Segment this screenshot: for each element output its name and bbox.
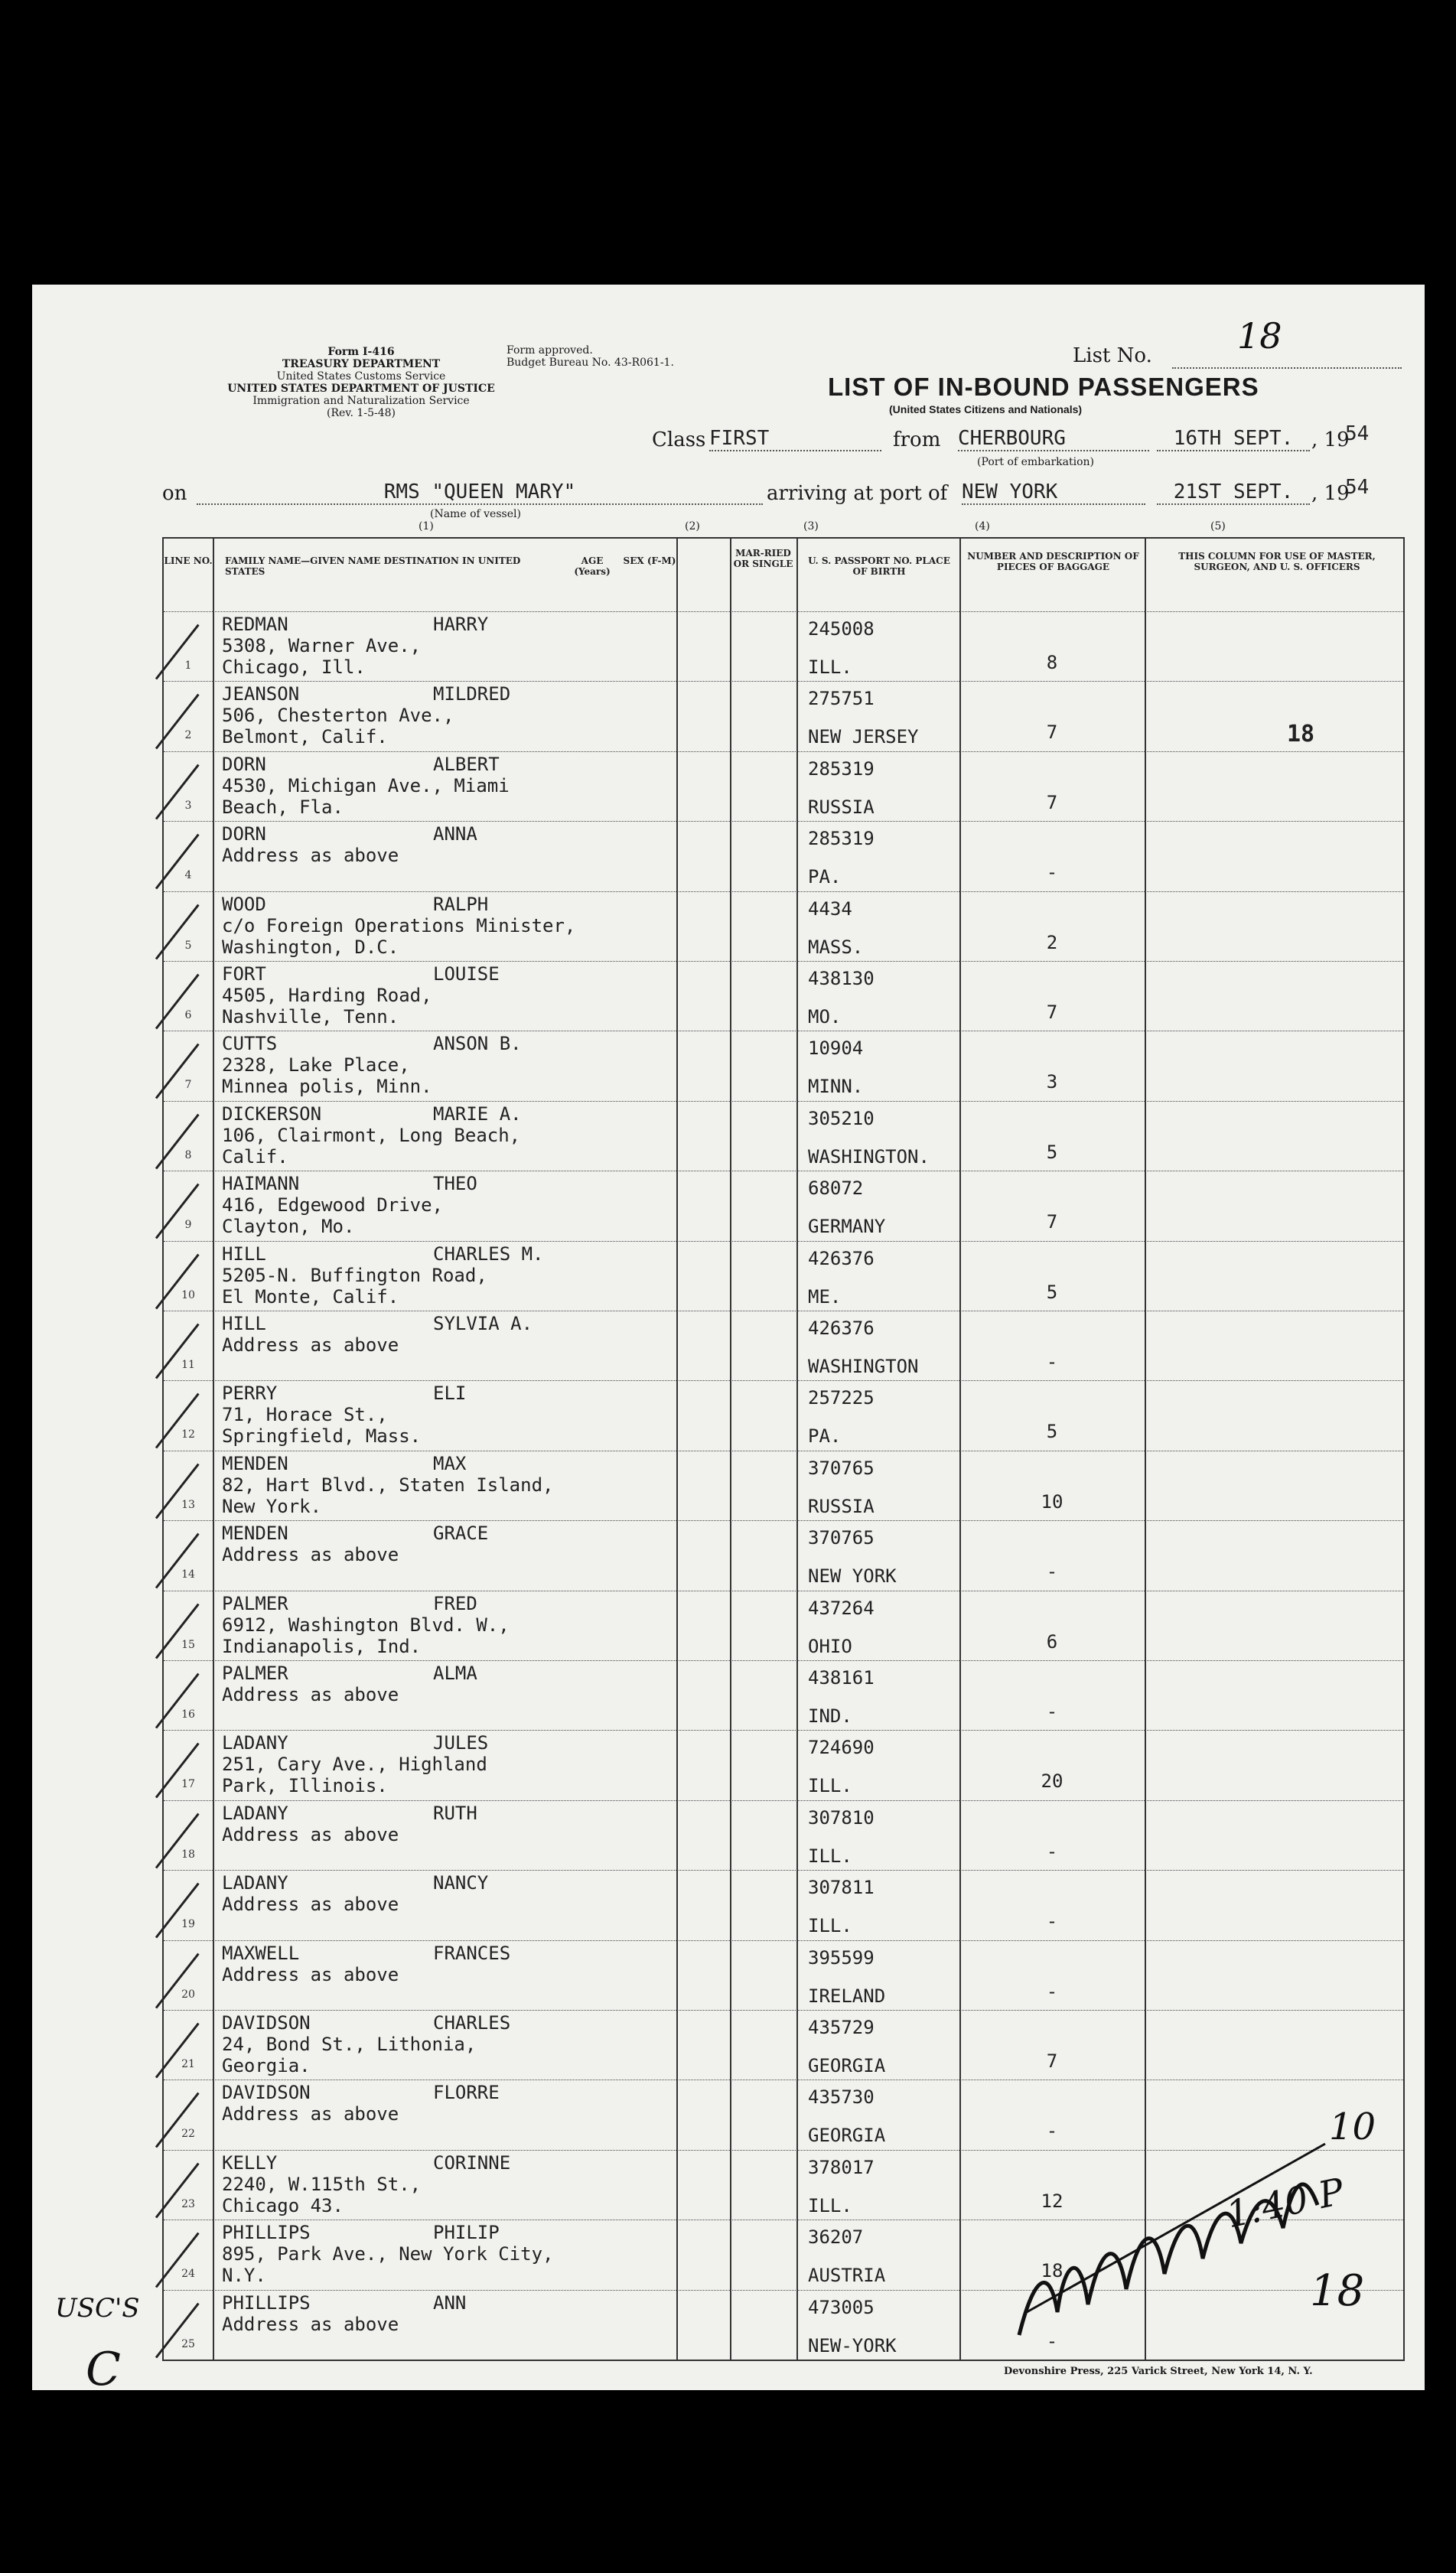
passport-number: 285319 xyxy=(808,828,875,850)
baggage-count: - xyxy=(1046,1980,1058,2002)
family-name: LADANY xyxy=(222,1872,288,1894)
family-name: HILL xyxy=(222,1243,266,1265)
address-line-1: 82, Hart Blvd., Staten Island, xyxy=(222,1474,554,1496)
table-row xyxy=(164,751,1403,822)
line-number: 19 xyxy=(181,1918,195,1931)
line-number: 4 xyxy=(184,869,192,882)
given-name: ANN xyxy=(433,2291,467,2314)
passport-number: 370765 xyxy=(808,1527,875,1549)
header-officers: THIS COLUMN FOR USE OF MASTER, SURGEON, AND U. S. OFFICERS xyxy=(1178,551,1376,572)
form-approved-text: Form approved. xyxy=(507,344,593,357)
from-year: 54 xyxy=(1345,422,1370,445)
passport-number: 370765 xyxy=(808,1457,875,1479)
given-name: RALPH xyxy=(433,893,489,915)
table-row xyxy=(164,681,1403,751)
table-row xyxy=(164,1730,1403,1800)
passport-number: 437264 xyxy=(808,1597,875,1619)
arrival-year-prefix: , 19 xyxy=(1311,482,1350,505)
address-line-2: Springfield, Mass. xyxy=(222,1425,422,1448)
passport-number: 438130 xyxy=(808,968,875,989)
passport-number: 378017 xyxy=(808,2156,875,2178)
given-name: HARRY xyxy=(433,614,489,635)
passport-number: 426376 xyxy=(808,1317,875,1339)
address-line-2: Washington, D.C. xyxy=(222,936,399,958)
baggage-count: 7 xyxy=(1046,791,1058,813)
given-name: SYLVIA A. xyxy=(433,1313,533,1334)
address-line-2: Beach, Fla. xyxy=(222,796,344,818)
place-of-birth: OHIO xyxy=(808,1635,852,1657)
place-of-birth: ILL. xyxy=(808,1915,852,1937)
line-number: 18 xyxy=(181,1848,195,1861)
arrival-year: 54 xyxy=(1345,476,1370,499)
place-of-birth: WASHINGTON. xyxy=(808,1145,930,1168)
place-of-birth: ILL. xyxy=(808,2194,852,2216)
list-no-line xyxy=(1172,360,1402,369)
address-line-1: Address as above xyxy=(222,1823,399,1845)
place-of-birth: GERMANY xyxy=(808,1216,886,1238)
customs-service: United States Customs Service xyxy=(276,370,446,383)
family-name: DAVIDSON xyxy=(222,2012,311,2034)
address-line-2: Minnea polis, Minn. xyxy=(222,1076,432,1098)
family-name: KELLY xyxy=(222,2151,278,2174)
line-number: 23 xyxy=(181,2197,195,2210)
table-row xyxy=(164,1311,1403,1381)
treasury-department: TREASURY DEPARTMENT xyxy=(282,358,441,370)
place-of-birth: ILL. xyxy=(808,1845,852,1867)
address-line-2: Chicago 43. xyxy=(222,2194,344,2216)
place-of-birth: PA. xyxy=(808,1425,842,1448)
document-subtitle: (United States Citizens and Nationals) xyxy=(889,403,1083,415)
baggage-count: - xyxy=(1046,1701,1058,1722)
on-label: on xyxy=(162,482,187,505)
passport-number: 426376 xyxy=(808,1247,875,1269)
address-line-1: 895, Park Ave., New York City, xyxy=(222,2243,554,2265)
address-line-2: El Monte, Calif. xyxy=(222,1285,399,1308)
class-label: Class xyxy=(652,428,706,451)
baggage-count: 12 xyxy=(1041,2190,1063,2212)
baggage-count: 7 xyxy=(1046,1002,1058,1023)
passport-number: 4434 xyxy=(808,897,852,920)
family-name: MENDEN xyxy=(222,1452,288,1474)
table-row xyxy=(164,2010,1403,2080)
table-row xyxy=(164,1380,1403,1451)
given-name: ANSON B. xyxy=(433,1033,522,1055)
family-name: DORN xyxy=(222,753,266,775)
place-of-birth: GEORGIA xyxy=(808,2055,886,2076)
table-row xyxy=(164,1101,1403,1171)
line-number: 25 xyxy=(181,2337,195,2350)
place-of-birth: MINN. xyxy=(808,1076,864,1098)
given-name: CHARLES xyxy=(433,2012,511,2034)
header-sex: SEX (F-M) xyxy=(623,555,676,566)
passport-number: 36207 xyxy=(808,2226,864,2249)
line-number: 10 xyxy=(181,1288,195,1301)
line-number: 14 xyxy=(181,1568,195,1581)
given-name: RUTH xyxy=(433,1802,477,1824)
baggage-count: - xyxy=(1046,1910,1058,1933)
family-name: CUTTS xyxy=(222,1033,278,1055)
given-name: CHARLES M. xyxy=(433,1243,544,1265)
line-number: 22 xyxy=(181,2128,195,2141)
address-line-1: 24, Bond St., Lithonia, xyxy=(222,2034,477,2055)
address-line-1: Address as above xyxy=(222,845,399,867)
given-name: LOUISE xyxy=(433,963,500,985)
table-row xyxy=(164,611,1403,682)
address-line-2: Chicago, Ill. xyxy=(222,656,366,678)
given-name: FRANCES xyxy=(433,1942,511,1964)
address-line-1: 5308, Warner Ave., xyxy=(222,635,422,656)
baggage-count: - xyxy=(1046,1351,1058,1373)
family-name: PHILLIPS xyxy=(222,2291,311,2314)
place-of-birth: ILL. xyxy=(808,656,852,678)
address-line-2: Indianapolis, Ind. xyxy=(222,1635,422,1657)
place-of-birth: ILL. xyxy=(808,1775,852,1797)
table-row xyxy=(164,891,1403,962)
family-name: LADANY xyxy=(222,1732,288,1754)
address-line-1: 416, Edgewood Drive, xyxy=(222,1194,443,1216)
baggage-count: 7 xyxy=(1046,721,1058,744)
address-line-1: Address as above xyxy=(222,1334,399,1356)
family-name: DICKERSON xyxy=(222,1102,322,1125)
place-of-birth: IRELAND xyxy=(808,1985,886,2007)
passport-number: 438161 xyxy=(808,1667,875,1689)
column-number: (2) xyxy=(685,520,700,533)
address-line-2: Clayton, Mo. xyxy=(222,1216,355,1238)
family-name: MENDEN xyxy=(222,1523,288,1545)
baggage-count: 6 xyxy=(1046,1630,1058,1653)
arrival-date: 21ST SEPT. xyxy=(1157,480,1310,505)
signature-stroke xyxy=(1027,2144,1325,2312)
column-number: (4) xyxy=(975,520,990,533)
table-row xyxy=(164,1241,1403,1311)
address-line-2: Nashville, Tenn. xyxy=(222,1006,399,1028)
passport-number: 724690 xyxy=(808,1737,875,1759)
address-line-2: N.Y. xyxy=(222,2265,266,2287)
line-number: 15 xyxy=(181,1638,195,1651)
table-row xyxy=(164,821,1403,891)
line-number: 20 xyxy=(181,1988,195,2001)
given-name: MARIE A. xyxy=(433,1102,522,1125)
form-agency-header xyxy=(162,346,560,419)
from-port: CHERBOURG xyxy=(958,427,1149,451)
column-number: (5) xyxy=(1210,520,1226,533)
given-name: NANCY xyxy=(433,1872,489,1894)
family-name: FORT xyxy=(222,963,266,985)
form-number: Form I-416 xyxy=(327,346,395,358)
family-name: WOOD xyxy=(222,893,266,915)
passport-number: 307811 xyxy=(808,1877,875,1899)
address-line-1: Address as above xyxy=(222,1684,399,1705)
baggage-count: 5 xyxy=(1046,1281,1058,1303)
from-date: 16TH SEPT. xyxy=(1157,427,1310,451)
address-line-1: 5205-N. Buffington Road, xyxy=(222,1264,487,1286)
baggage-count: - xyxy=(1046,2120,1058,2142)
line-number: 16 xyxy=(181,1708,195,1721)
family-name: DAVIDSON xyxy=(222,2082,311,2104)
manifest-sheet xyxy=(32,285,1425,2396)
place-of-birth: ME. xyxy=(808,1285,842,1308)
family-name: HAIMANN xyxy=(222,1173,300,1195)
signature-count: 18 xyxy=(1310,2266,1365,2316)
from-year-prefix: , 19 xyxy=(1311,428,1350,451)
line-number: 24 xyxy=(181,2268,195,2281)
place-of-birth: MASS. xyxy=(808,936,864,958)
address-line-2: Park, Illinois. xyxy=(222,1775,388,1797)
baggage-count: - xyxy=(1046,861,1058,884)
margin-c-note: C xyxy=(86,2343,121,2396)
from-label: from xyxy=(893,428,941,451)
address-line-2: Georgia. xyxy=(222,2055,311,2076)
baggage-count: 5 xyxy=(1046,1141,1058,1163)
baggage-count: - xyxy=(1046,1561,1058,1583)
passport-number: 435729 xyxy=(808,2017,875,2038)
place-of-birth: NEW YORK xyxy=(808,1565,897,1588)
baggage-count: - xyxy=(1046,1840,1058,1862)
family-name: JEANSON xyxy=(222,683,300,705)
passport-number: 473005 xyxy=(808,2296,875,2318)
family-name: PALMER xyxy=(222,1592,288,1614)
place-of-birth: WASHINGTON xyxy=(808,1356,919,1377)
address-line-2: Calif. xyxy=(222,1145,288,1168)
line-number: 17 xyxy=(181,1778,195,1791)
family-name: MAXWELL xyxy=(222,1942,300,1964)
arriving-label: arriving at port of xyxy=(767,482,948,505)
given-name: FRED xyxy=(433,1592,477,1614)
header-line-no: LINE NO. xyxy=(164,555,213,566)
revision-date: (Rev. 1-5-48) xyxy=(327,407,396,419)
header-baggage: NUMBER AND DESCRIPTION OF PIECES OF BAGGAGE xyxy=(967,551,1139,572)
passport-number: 68072 xyxy=(808,1177,864,1200)
given-name: JULES xyxy=(433,1732,489,1754)
passport-number: 257225 xyxy=(808,1387,875,1409)
passport-number: 10904 xyxy=(808,1037,864,1060)
family-name: PALMER xyxy=(222,1663,288,1684)
signature-number: 10 xyxy=(1329,2106,1376,2148)
table-row xyxy=(164,1940,1403,2011)
address-line-1: c/o Foreign Operations Minister, xyxy=(222,914,576,936)
printer-footer: Devonshire Press, 225 Varick Street, New York 14, N. Y. xyxy=(1004,2366,1313,2377)
family-name: REDMAN xyxy=(222,614,288,635)
baggage-count: - xyxy=(1046,2330,1058,2352)
line-number: 7 xyxy=(184,1079,192,1092)
address-line-1: 2240, W.115th St., xyxy=(222,2173,422,2195)
given-name: PHILIP xyxy=(433,2222,500,2244)
class-value: FIRST xyxy=(709,427,881,451)
address-line-2: New York. xyxy=(222,1495,322,1517)
address-line-1: 2328, Lake Place, xyxy=(222,1054,410,1076)
column-number: (1) xyxy=(419,520,434,533)
passport-number: 275751 xyxy=(808,688,875,710)
address-line-1: Address as above xyxy=(222,1963,399,1985)
address-line-1: 71, Horace St., xyxy=(222,1404,388,1426)
baggage-count: 8 xyxy=(1046,652,1058,673)
given-name: ELI xyxy=(433,1383,467,1405)
given-name: ANNA xyxy=(433,823,477,845)
baggage-count: 10 xyxy=(1041,1490,1063,1513)
address-line-1: 506, Chesterton Ave., xyxy=(222,705,454,727)
table-row xyxy=(164,1800,1403,1871)
immigration-service: Immigration and Naturalization Service xyxy=(252,395,470,407)
given-name: MILDRED xyxy=(433,683,511,705)
address-line-1: Address as above xyxy=(222,1894,399,1916)
port-embarkation-note: (Port of embarkation) xyxy=(977,456,1094,468)
line-number: 3 xyxy=(184,799,192,812)
table-row xyxy=(164,1171,1403,1241)
line-number: 2 xyxy=(184,729,192,742)
line-number: 8 xyxy=(184,1148,192,1161)
place-of-birth: NEW-YORK xyxy=(808,2334,897,2356)
passport-number: 307810 xyxy=(808,1806,875,1829)
table-row xyxy=(164,1031,1403,1101)
justice-department: UNITED STATES DEPARTMENT OF JUSTICE xyxy=(227,383,495,395)
address-line-1: 4530, Michigan Ave., Miami xyxy=(222,774,510,796)
given-name: MAX xyxy=(433,1452,467,1474)
place-of-birth: MO. xyxy=(808,1006,842,1028)
family-name: DORN xyxy=(222,823,266,845)
address-line-1: Address as above xyxy=(222,1544,399,1566)
baggage-count: 20 xyxy=(1041,1770,1063,1793)
vessel-name: RMS "QUEEN MARY" xyxy=(197,480,763,505)
table-row xyxy=(164,1660,1403,1731)
line-number: 21 xyxy=(181,2058,195,2070)
given-name: THEO xyxy=(433,1173,477,1195)
family-name: LADANY xyxy=(222,1802,288,1824)
given-name: GRACE xyxy=(433,1523,489,1545)
address-line-1: 6912, Washington Blvd. W., xyxy=(222,1614,510,1636)
baggage-count: 2 xyxy=(1046,931,1058,953)
given-name: ALMA xyxy=(433,1663,477,1684)
address-line-2: Belmont, Calif. xyxy=(222,726,388,748)
table-row xyxy=(164,1591,1403,1661)
place-of-birth: GEORGIA xyxy=(808,2125,886,2147)
baggage-count: 5 xyxy=(1046,1421,1058,1443)
header-name: FAMILY NAME—GIVEN NAME DESTINATION IN UNITED STATES xyxy=(225,555,521,577)
given-name: CORINNE xyxy=(433,2151,511,2174)
passport-number: 245008 xyxy=(808,618,875,640)
address-line-1: 251, Cary Ave., Highland xyxy=(222,1754,487,1776)
baggage-count: 7 xyxy=(1046,2050,1058,2072)
header-age: AGE (Years) xyxy=(574,555,611,577)
baggage-count: 7 xyxy=(1046,1211,1058,1233)
table-row xyxy=(164,1870,1403,1940)
officer-note-row2: 18 xyxy=(1287,721,1315,747)
address-line-1: Address as above xyxy=(222,2103,399,2125)
family-name: PHILLIPS xyxy=(222,2222,311,2244)
passport-number: 305210 xyxy=(808,1107,875,1129)
baggage-count: 18 xyxy=(1041,2260,1063,2282)
passport-number: 395599 xyxy=(808,1946,875,1969)
place-of-birth: RUSSIA xyxy=(808,796,875,818)
line-number: 13 xyxy=(181,1498,195,1511)
address-line-1: 4505, Harding Road, xyxy=(222,985,432,1006)
line-number: 6 xyxy=(184,1009,192,1021)
line-number: 12 xyxy=(181,1428,195,1441)
place-of-birth: RUSSIA xyxy=(808,1495,875,1517)
line-number: 1 xyxy=(184,660,192,672)
line-number: 11 xyxy=(181,1359,195,1371)
document-title: LIST OF IN-BOUND PASSENGERS xyxy=(828,373,1259,401)
table-row xyxy=(164,1520,1403,1591)
place-of-birth: AUSTRIA xyxy=(808,2265,886,2287)
table-row xyxy=(164,961,1403,1031)
passport-number: 435730 xyxy=(808,2086,875,2109)
place-of-birth: IND. xyxy=(808,1705,852,1727)
column-number: (3) xyxy=(803,520,819,533)
arrival-port: NEW YORK xyxy=(962,480,1145,505)
list-no-value: 18 xyxy=(1237,315,1282,357)
vessel-name-note: (Name of vessel) xyxy=(430,508,521,520)
address-line-1: 106, Clairmont, Long Beach, xyxy=(222,1124,521,1146)
margin-uscs-note: USC'S xyxy=(55,2293,140,2324)
line-number: 9 xyxy=(184,1219,192,1232)
place-of-birth: PA. xyxy=(808,866,842,888)
family-name: HILL xyxy=(222,1313,266,1334)
header-passport: U. S. PASSPORT NO. PLACE OF BIRTH xyxy=(808,555,950,577)
family-name: PERRY xyxy=(222,1383,278,1405)
signature-time: 1:40 P xyxy=(1222,2170,1348,2237)
address-line-1: Address as above xyxy=(222,2313,399,2335)
table-row xyxy=(164,1451,1403,1521)
form-approval xyxy=(507,344,674,369)
place-of-birth: NEW JERSEY xyxy=(808,726,919,748)
given-name: FLORRE xyxy=(433,2082,500,2104)
baggage-count: 3 xyxy=(1046,1071,1058,1093)
given-name: ALBERT xyxy=(433,753,500,775)
line-number: 5 xyxy=(184,939,192,952)
passport-number: 285319 xyxy=(808,757,875,780)
list-no-label: List No. xyxy=(1073,344,1152,367)
header-married: MAR-RIED OR SINGLE xyxy=(733,548,793,569)
budget-bureau-text: Budget Bureau No. 43-R061-1. xyxy=(507,357,674,369)
